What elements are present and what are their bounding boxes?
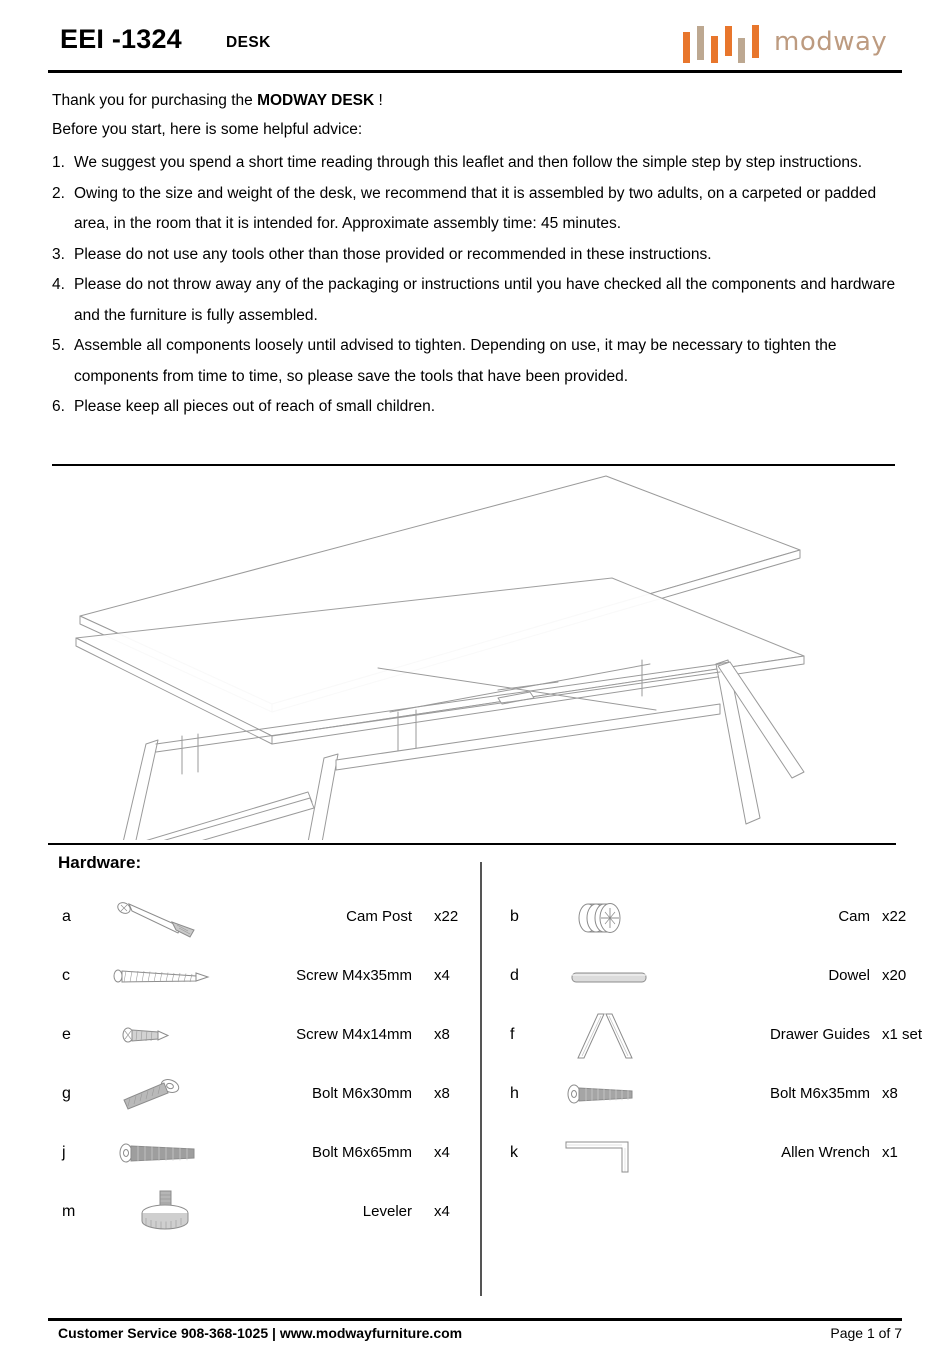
hardware-letter: j bbox=[62, 1144, 66, 1161]
list-number: 6. bbox=[52, 398, 65, 415]
footer-divider bbox=[48, 1318, 902, 1321]
hardware-name: Dowel bbox=[828, 967, 870, 984]
hardware-name: Allen Wrench bbox=[781, 1144, 870, 1161]
bolt-m6x65-icon bbox=[110, 1128, 220, 1180]
hardware-name: Screw M4x35mm bbox=[296, 967, 412, 984]
hardware-name: Cam bbox=[838, 908, 870, 925]
list-number: 5. bbox=[52, 337, 65, 354]
screw-m4x14-icon bbox=[110, 1010, 220, 1062]
model-code: EEI -1324 bbox=[60, 24, 182, 54]
bolt-m6x30-icon bbox=[110, 1069, 220, 1121]
list-text: Please do not use any tools other than those provided or recommended in these instructions. bbox=[74, 245, 712, 263]
hardware-right-column bbox=[500, 890, 923, 1185]
hardware-qty: x4 bbox=[434, 1203, 450, 1220]
list-number: 3. bbox=[52, 245, 65, 263]
section-divider bbox=[52, 464, 895, 466]
hardware-qty: x8 bbox=[434, 1026, 450, 1043]
intro-product-bold: MODWAY DESK bbox=[257, 92, 375, 109]
hardware-letter: h bbox=[510, 1085, 519, 1102]
intro-block bbox=[52, 86, 902, 144]
list-item bbox=[52, 270, 902, 331]
hardware-qty: x20 bbox=[882, 967, 907, 984]
hardware-qty: x22 bbox=[434, 908, 459, 925]
hardware-qty: x4 bbox=[434, 1144, 450, 1161]
list-number: 2. bbox=[52, 184, 65, 202]
intro-suffix: ! bbox=[374, 92, 383, 109]
hardware-item bbox=[500, 1008, 923, 1065]
hardware-qty: x22 bbox=[882, 908, 907, 925]
product-type: DESK bbox=[226, 34, 271, 51]
hardware-item bbox=[52, 1067, 472, 1124]
page-number: Page 1 of 7 bbox=[830, 1325, 902, 1341]
hardware-qty: x4 bbox=[434, 967, 450, 984]
hardware-letter: b bbox=[510, 908, 519, 925]
hardware-name: Bolt M6x30mm bbox=[311, 1085, 412, 1102]
hardware-name: Leveler bbox=[362, 1203, 412, 1220]
intro-prefix: Thank you for purchasing the bbox=[52, 92, 258, 109]
hardware-name: Bolt M6x35mm bbox=[769, 1085, 870, 1102]
hardware-item bbox=[500, 890, 907, 947]
hardware-letter: a bbox=[62, 908, 71, 925]
leveler-icon bbox=[110, 1187, 220, 1239]
hardware-item bbox=[500, 1126, 900, 1183]
hardware-item bbox=[52, 949, 472, 1006]
list-item bbox=[52, 240, 902, 271]
hardware-item bbox=[52, 890, 472, 947]
intro-advice: Before you start, here is some helpful advice: bbox=[52, 121, 363, 138]
hardware-name: Cam Post bbox=[346, 908, 412, 925]
list-item bbox=[52, 331, 902, 392]
brand-wordmark: modway bbox=[774, 27, 888, 57]
hardware-name: Drawer Guides bbox=[769, 1026, 870, 1043]
hardware-letter: m bbox=[62, 1203, 76, 1220]
list-text: Please do not throw away any of the packaging or instructions until you have checked all the components and hardware and the furniture is fully assembled. bbox=[74, 276, 896, 324]
hardware-divider bbox=[48, 843, 896, 845]
list-number: 4. bbox=[52, 276, 65, 293]
list-text: We suggest you spend a short time reading through this leaflet and then follow the simple step by step instructions. bbox=[74, 154, 863, 171]
customer-service-info: Customer Service 908-368-1025 | www.modwayfurniture.com bbox=[58, 1325, 463, 1341]
hardware-item bbox=[52, 1126, 472, 1183]
hardware-letter: f bbox=[510, 1026, 515, 1043]
hardware-qty: x8 bbox=[434, 1085, 450, 1102]
list-number: 1. bbox=[52, 154, 65, 171]
hardware-qty: x1 bbox=[882, 1144, 898, 1161]
desk-illustration bbox=[60, 468, 890, 840]
cam-post-icon bbox=[110, 892, 220, 944]
list-text: Owing to the size and weight of the desk, we recommend that it is assembled by two adults, on a carpeted or padded area, in the room that it is intended for. Approximate assembly time: 45 minutes. bbox=[74, 184, 877, 232]
hardware-qty: x1 set bbox=[882, 1026, 923, 1043]
hardware-letter: d bbox=[510, 967, 519, 984]
intro-thank-you bbox=[52, 86, 902, 115]
header-divider bbox=[48, 70, 902, 73]
hardware-letter: e bbox=[62, 1026, 71, 1043]
hardware-title: Hardware: bbox=[58, 853, 142, 872]
list-item bbox=[52, 148, 902, 179]
list-text: Assemble all components loosely until advised to tighten. Depending on use, it may be necessary to tighten the components from time to time, so please save the tools that have been provided. bbox=[74, 337, 837, 385]
hardware-letter: c bbox=[62, 967, 70, 984]
hardware-item bbox=[52, 1008, 472, 1065]
hardware-left-column bbox=[52, 890, 472, 1244]
screw-m4x35-icon bbox=[110, 951, 220, 1003]
hardware-item bbox=[52, 1185, 472, 1242]
logo-bars-icon bbox=[682, 24, 760, 66]
hardware-column-divider bbox=[480, 862, 482, 1296]
hardware-item bbox=[500, 1067, 900, 1124]
hardware-qty: x8 bbox=[882, 1085, 898, 1102]
list-text: Please keep all pieces out of reach of small children. bbox=[74, 398, 436, 415]
modway-logo bbox=[682, 22, 902, 68]
page-header bbox=[48, 22, 902, 74]
hardware-name: Screw M4x14mm bbox=[296, 1026, 412, 1043]
list-item bbox=[52, 179, 902, 240]
list-item bbox=[52, 392, 902, 423]
instruction-list bbox=[52, 148, 902, 423]
hardware-letter: k bbox=[510, 1144, 518, 1161]
hardware-item bbox=[500, 949, 907, 1006]
hardware-name: Bolt M6x65mm bbox=[311, 1144, 412, 1161]
hardware-letter: g bbox=[62, 1085, 71, 1102]
